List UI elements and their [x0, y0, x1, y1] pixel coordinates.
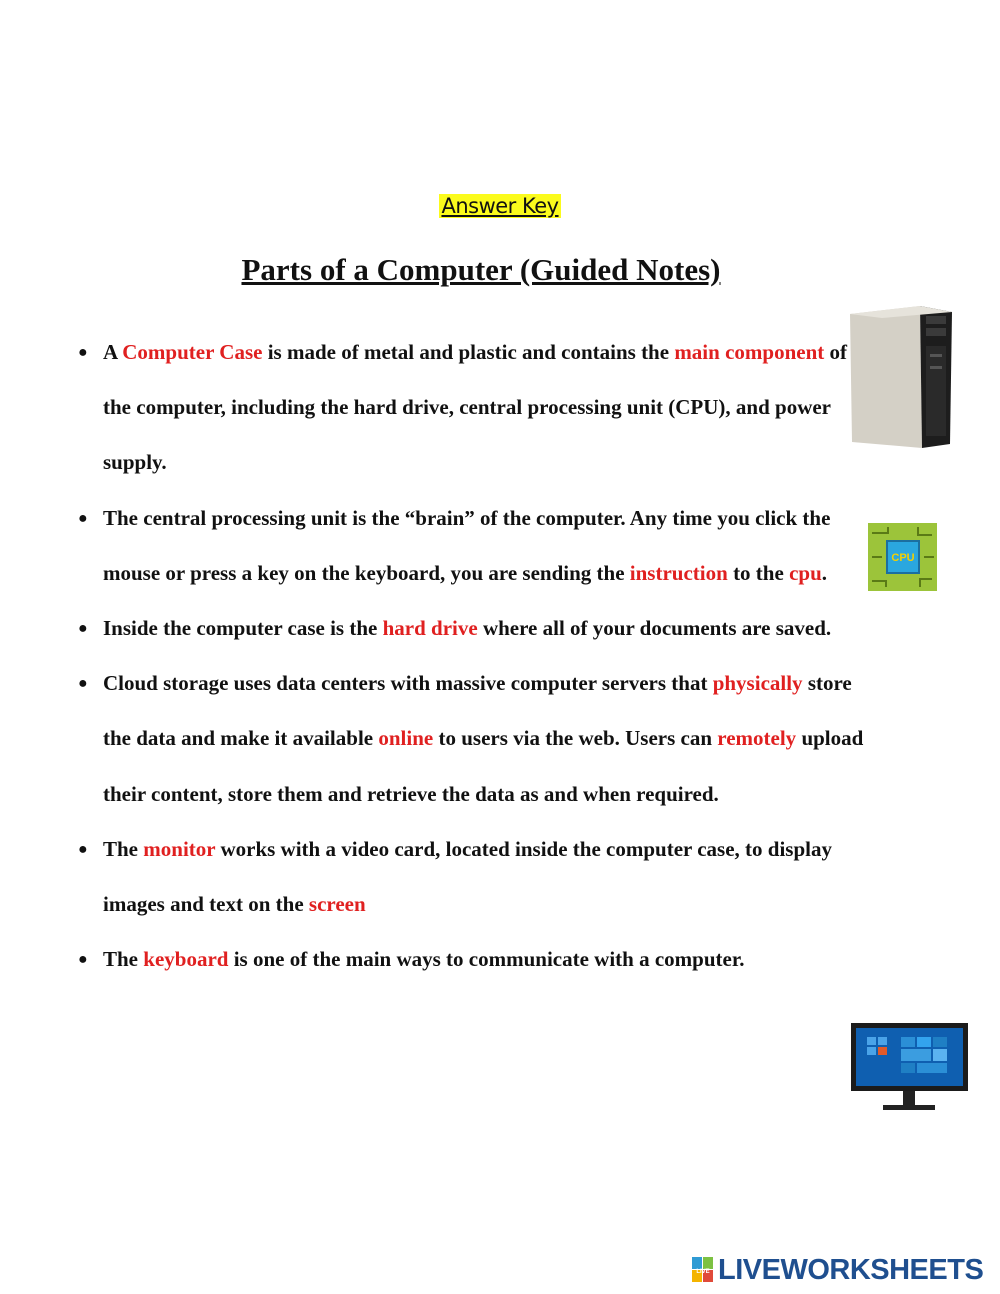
- bullet-dot-icon: ●: [78, 840, 88, 858]
- note-text: is made of metal and plastic and contains the: [262, 340, 675, 364]
- note-text: upload their content, store them and retrieve the data as and when required.: [103, 726, 864, 806]
- note-text: where all of your documents are saved.: [477, 616, 832, 641]
- note-text: works with a video card, located inside the computer case, to display images and text on the: [103, 836, 832, 917]
- answer-term: cpu: [789, 560, 822, 585]
- note-text: The: [103, 836, 144, 861]
- answer-term: hard drive: [382, 616, 478, 641]
- note-text: to users via the web. Users can: [433, 726, 718, 751]
- liveworksheets-badge-icon: [692, 1257, 714, 1283]
- answer-term: instruction: [629, 560, 728, 585]
- liveworksheets-logo-text: LIVEWORKSHEETS: [718, 1253, 984, 1286]
- answer-term: monitor: [143, 836, 216, 861]
- answer-key-label: Answer Key: [441, 194, 559, 218]
- note-bullet: [78, 491, 878, 601]
- note-text: of the computer, including the hard drive, central processing unit (CPU), and power supply.: [103, 340, 847, 475]
- bullet-dot-icon: ●: [78, 344, 88, 361]
- note-text: The: [103, 947, 144, 972]
- liveworksheets-logo: [692, 1253, 983, 1287]
- bullet-dot-icon: ●: [78, 675, 88, 693]
- note-bullet: [78, 601, 878, 656]
- answer-term: main component: [674, 340, 825, 364]
- note-text: A: [103, 340, 123, 364]
- note-bullet: [78, 325, 878, 491]
- cpu-chip-image: [868, 523, 937, 591]
- note-bullet: [78, 822, 878, 932]
- computer-case-image: [850, 306, 952, 448]
- bullet-dot-icon: ●: [78, 620, 88, 638]
- bullet-dot-icon: ●: [78, 509, 88, 527]
- note-text: Cloud storage uses data centers with massive computer servers that: [103, 671, 713, 696]
- note-text: store the data and make it available: [103, 671, 852, 751]
- answer-term: Computer Case: [122, 340, 263, 364]
- note-bullet: [78, 932, 878, 987]
- bullet-dot-icon: ●: [78, 951, 88, 969]
- note-text: The central processing unit is the “brain” of the computer. Any time you click the mouse or press a key on the keyboard, you are sending the: [103, 505, 831, 585]
- note-text: .: [821, 560, 827, 585]
- answer-key-heading: [0, 194, 1000, 218]
- answer-term: physically: [712, 671, 803, 696]
- cpu-chip-label: CPU: [891, 552, 915, 564]
- answer-term: online: [378, 726, 434, 751]
- notes-list: [78, 325, 878, 987]
- note-text: is one of the main ways to communicate with a computer.: [228, 947, 745, 972]
- answer-term: remotely: [717, 726, 797, 751]
- answer-term: screen: [308, 892, 366, 917]
- page-title: Parts of a Computer (Guided Notes): [241, 252, 721, 287]
- note-text: to the: [727, 560, 790, 585]
- note-bullet: [78, 656, 878, 822]
- monitor-image: [851, 1023, 968, 1112]
- answer-term: keyboard: [143, 947, 229, 972]
- svg-text:LIVE: LIVE: [696, 1269, 710, 1275]
- note-text: Inside the computer case is the: [103, 616, 383, 641]
